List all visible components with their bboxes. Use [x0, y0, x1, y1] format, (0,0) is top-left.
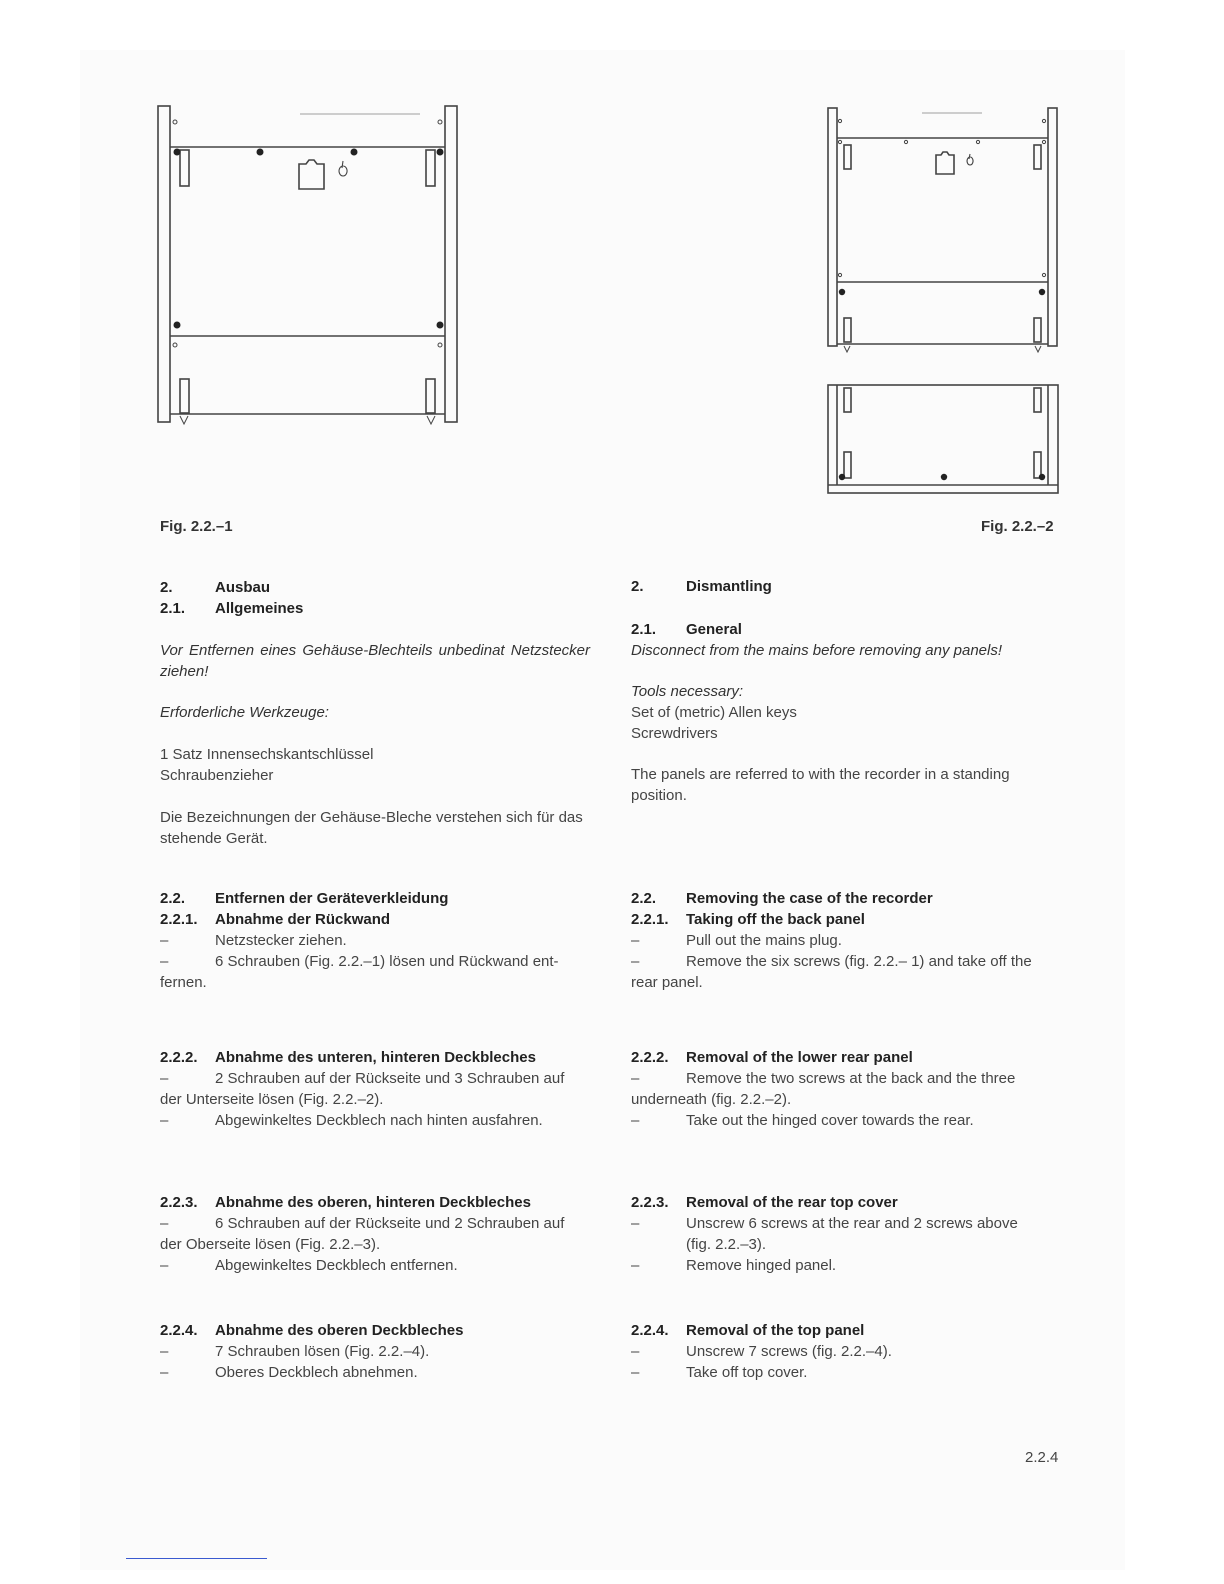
- en-step: – Remove hinged panel.: [631, 1257, 837, 1274]
- de-heading-2-2-4: 2.2.4. Abnahme des oberen Deckbleches: [160, 1322, 464, 1339]
- de-section-2-2-3: [160, 1192, 590, 1276]
- en-heading-2-2-3: 2.2.3. Removal of the rear top cover: [631, 1194, 898, 1211]
- de-section-2-2-4: [160, 1320, 590, 1383]
- en-heading-2-2-4: 2.2.4. Removal of the top panel: [631, 1322, 865, 1339]
- de-step: – Netzstecker ziehen.: [160, 932, 347, 949]
- en-step: – Unscrew 7 screws (fig. 2.2.–4).: [631, 1343, 892, 1360]
- en-step: – Take out the hinged cover towards the rear.: [631, 1112, 974, 1129]
- en-step: – Take off top cover.: [631, 1364, 808, 1381]
- de-step: – Oberes Deckblech abnehmen.: [160, 1364, 418, 1381]
- en-section-2-1: [631, 619, 1061, 661]
- de-heading-2: 2. Ausbau: [160, 579, 271, 596]
- en-section-2-2-2: [631, 1047, 1061, 1131]
- en-warning: Disconnect from the mains before removing any panels!: [631, 642, 1003, 659]
- en-step: – Remove the two screws at the back and the three: [631, 1070, 1016, 1087]
- de-warning: Vor Entfernen eines Gehäuse-Blechteils unbedinat Netzstecker ziehen!: [160, 642, 590, 680]
- de-step-continuation: fernen.: [160, 974, 207, 991]
- de-section-2-1: [160, 577, 590, 619]
- page-number: 2.2.4: [1025, 1449, 1059, 1466]
- de-step: – 6 Schrauben (Fig. 2.2.–1) lösen und Rückwand ent-: [160, 953, 559, 970]
- de-panel-note: Die Bezeichnungen der Gehäuse-Bleche verstehen sich für das stehende Gerät.: [160, 809, 583, 847]
- figure-2-2-2: [822, 100, 1067, 500]
- de-step-continuation: der Unterseite lösen (Fig. 2.2.–2).: [160, 1091, 384, 1108]
- de-step: – 2 Schrauben auf der Rückseite und 3 Schrauben auf: [160, 1070, 565, 1087]
- figure-caption-left: Fig. 2.2.–1: [160, 518, 233, 535]
- en-section-2-2-3: [631, 1192, 1061, 1276]
- en-panel-note: The panels are referred to with the recorder in a standing position.: [631, 766, 1010, 804]
- en-step-continuation: underneath (fig. 2.2.–2).: [631, 1091, 792, 1108]
- de-heading-2-2-3: 2.2.3. Abnahme des oberen, hinteren Deckbleches: [160, 1194, 531, 1211]
- footer-rule: [126, 1558, 267, 1559]
- de-step: – Abgewinkeltes Deckblech nach hinten ausfahren.: [160, 1112, 543, 1129]
- en-section-2: [631, 576, 1061, 597]
- de-heading-2-2-1: 2.2.1. Abnahme der Rückwand: [160, 911, 391, 928]
- de-tool-2: Schraubenzieher: [160, 767, 274, 784]
- en-step: – Pull out the mains plug.: [631, 932, 842, 949]
- en-tool-1: Set of (metric) Allen keys: [631, 704, 797, 721]
- de-section-2-2: [160, 888, 590, 993]
- de-tool-1: 1 Satz Innensechskantschlüssel: [160, 746, 374, 763]
- de-heading-2-1: 2.1. Allgemeines: [160, 600, 304, 617]
- en-section-2-2: [631, 888, 1061, 993]
- en-step: – Remove the six screws (fig. 2.2.– 1) and take off the: [631, 953, 1032, 970]
- en-tool-2: Screwdrivers: [631, 725, 718, 742]
- de-heading-2-2: 2.2. Entfernen der Geräteverkleidung: [160, 890, 449, 907]
- de-tools-label: Erforderliche Werkzeuge:: [160, 704, 329, 721]
- en-heading-2-2-1: 2.2.1. Taking off the back panel: [631, 911, 865, 928]
- de-section-2-2-2: [160, 1047, 590, 1131]
- en-heading-2-2-2: 2.2.2. Removal of the lower rear panel: [631, 1049, 913, 1066]
- en-heading-2-2: 2.2. Removing the case of the recorder: [631, 890, 933, 907]
- de-heading-2-2-2: 2.2.2. Abnahme des unteren, hinteren Deckbleches: [160, 1049, 536, 1066]
- de-step: – Abgewinkeltes Deckblech entfernen.: [160, 1257, 458, 1274]
- en-step-continuation: rear panel.: [631, 974, 703, 991]
- de-step: – 7 Schrauben lösen (Fig. 2.2.–4).: [160, 1343, 430, 1360]
- en-heading-2: 2. Dismantling: [631, 578, 772, 595]
- side-and-bottom-view-drawing: [822, 100, 1067, 500]
- rear-view-drawing: [150, 100, 470, 435]
- en-heading-2-1: 2.1. General: [631, 621, 742, 638]
- figure-2-2-1: [150, 100, 470, 435]
- en-step-continuation: (fig. 2.2.–3).: [686, 1236, 767, 1253]
- de-step: – 6 Schrauben auf der Rückseite und 2 Schrauben auf: [160, 1215, 565, 1232]
- de-step-continuation: der Oberseite lösen (Fig. 2.2.–3).: [160, 1236, 381, 1253]
- figure-caption-right: Fig. 2.2.–2: [981, 518, 1054, 535]
- en-section-2-2-4: [631, 1320, 1061, 1383]
- en-step: – Unscrew 6 screws at the rear and 2 screws above: [631, 1215, 1018, 1232]
- en-tools-label: Tools necessary:: [631, 683, 744, 700]
